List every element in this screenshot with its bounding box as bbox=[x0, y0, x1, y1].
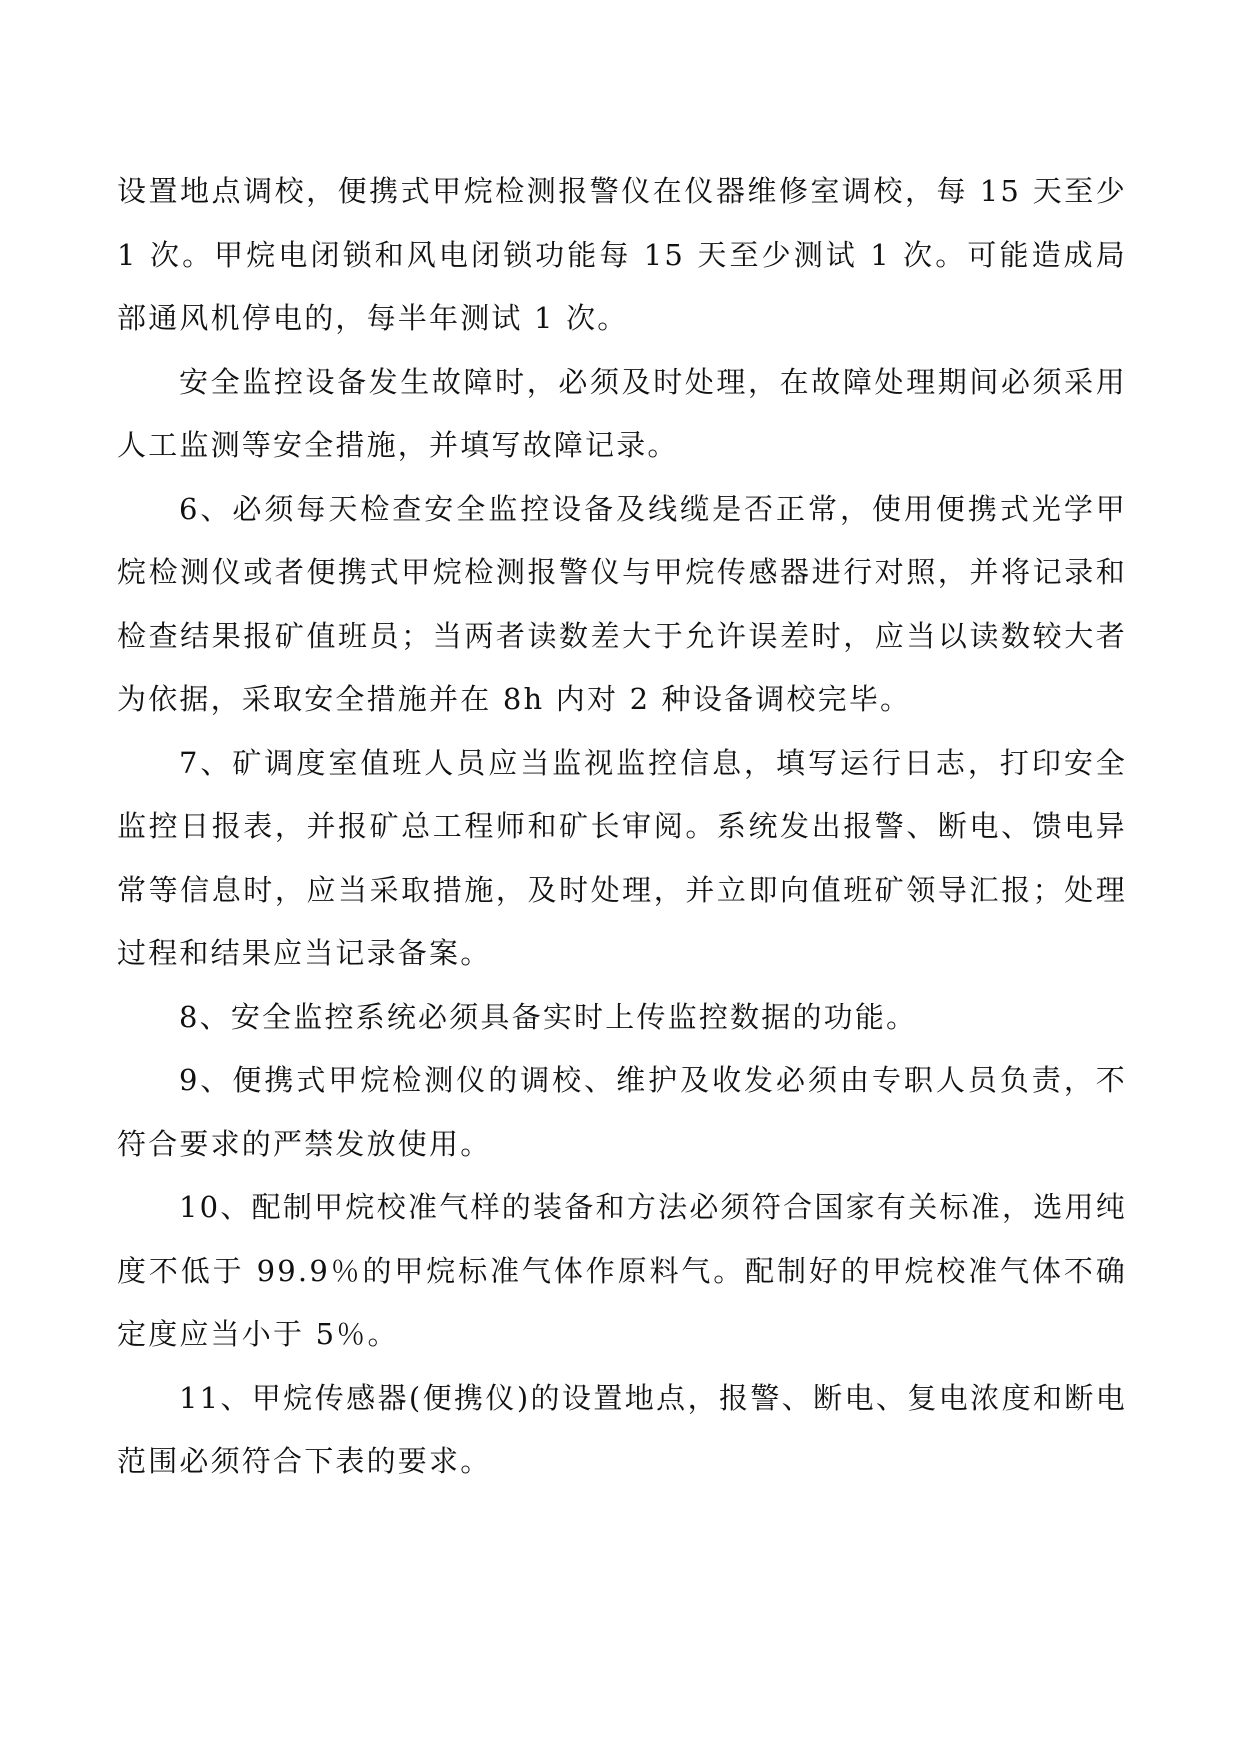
paragraph-item-11: 11、甲烷传感器(便携仪)的设置地点，报警、断电、复电浓度和断电范围必须符合下表的要求。 bbox=[117, 1380, 1127, 1478]
paragraph-item-7: 7、矿调度室值班人员应当监视监控信息，填写运行日志，打印安全监控日报表，并报矿总工程师和矿长审阅。系统发出报警、断电、馈电异常等信息时，应当采取措施，及时处理，并立即向值班矿领导汇报；处理过程和结果应当记录备案。 bbox=[117, 745, 1127, 970]
paragraph-item-10: 10、配制甲烷校准气样的装备和方法必须符合国家有关标准，选用纯度不低于 99.9％的甲烷标准气体作原料气。配制好的甲烷校准气体不确定度应当小于 5％。 bbox=[117, 1190, 1127, 1351]
paragraph-fault-handling: 安全监控设备发生故障时，必须及时处理，在故障处理期间必须采用人工监测等安全措施，并填写故障记录。 bbox=[117, 364, 1127, 462]
paragraph-item-8: 8、安全监控系统必须具备实时上传监控数据的功能。 bbox=[179, 999, 918, 1034]
body-text bbox=[117, 160, 1127, 1494]
paragraph-item-6: 6、必须每天检查安全监控设备及线缆是否正常，使用便携式光学甲烷检测仪或者便携式甲烷检测报警仪与甲烷传感器进行对照，并将记录和检查结果报矿值班员；当两者读数差大于允许误差时，应当以读数较大者为依据，采取安全措施并在 8h 内对 2 种设备调校完毕。 bbox=[117, 491, 1127, 716]
paragraph-continuation: 设置地点调校，便携式甲烷检测报警仪在仪器维修室调校，每 15 天至少 1 次。甲烷电闭锁和风电闭锁功能每 15 天至少测试 1 次。可能造成局部通风机停电的，每半年测试 1 次。 bbox=[117, 174, 1127, 335]
paragraph-item-9: 9、便携式甲烷检测仪的调校、维护及收发必须由专职人员负责，不符合要求的严禁发放使用。 bbox=[117, 1063, 1127, 1161]
